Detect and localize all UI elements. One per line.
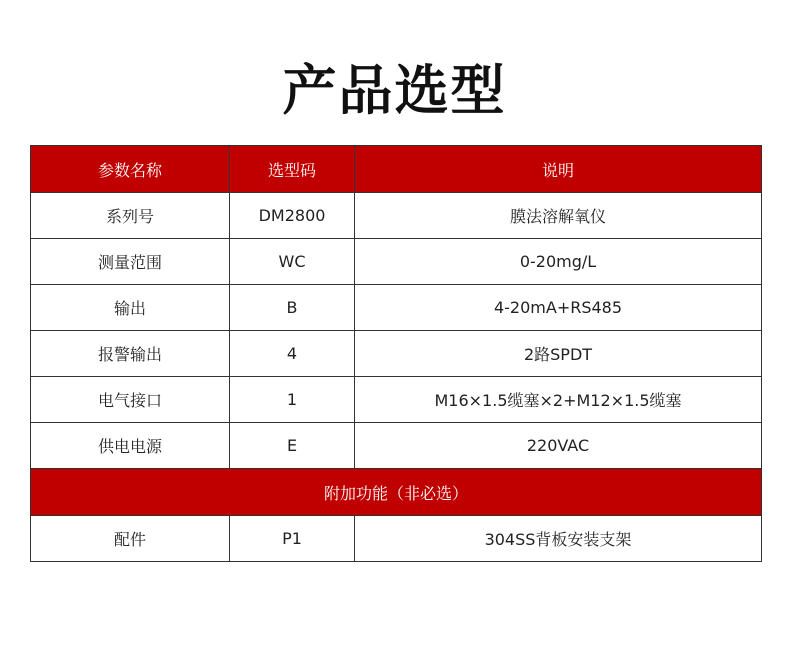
param-name-cell: 电气接口 <box>31 377 230 423</box>
table-row <box>31 516 762 562</box>
description-cell: 4-20mA+RS485 <box>355 285 762 331</box>
param-name-cell: 报警输出 <box>31 331 230 377</box>
description-cell: 0-20mg/L <box>355 239 762 285</box>
table-row <box>31 193 762 239</box>
section-row <box>31 469 762 516</box>
table-row <box>31 377 762 423</box>
selection-code-cell: E <box>230 423 355 469</box>
table-row <box>31 423 762 469</box>
param-name-cell: 测量范围 <box>31 239 230 285</box>
selection-code-cell: P1 <box>230 516 355 562</box>
param-name-cell: 供电电源 <box>31 423 230 469</box>
description-cell: 膜法溶解氧仪 <box>355 193 762 239</box>
header-description: 说明 <box>355 146 762 193</box>
selection-code-cell: 4 <box>230 331 355 377</box>
table-row <box>31 331 762 377</box>
table-row <box>31 285 762 331</box>
selection-code-cell: DM2800 <box>230 193 355 239</box>
optional-features-section-label: 附加功能（非必选） <box>31 469 762 516</box>
page-title: 产品选型 <box>282 59 507 122</box>
param-name-cell: 系列号 <box>31 193 230 239</box>
header-param-name: 参数名称 <box>31 146 230 193</box>
header-selection-code: 选型码 <box>230 146 355 193</box>
description-cell: M16×1.5缆塞×2+M12×1.5缆塞 <box>355 377 762 423</box>
description-cell: 304SS背板安装支架 <box>355 516 762 562</box>
product-selection-table <box>30 145 762 562</box>
selection-code-cell: B <box>230 285 355 331</box>
param-name-cell: 配件 <box>31 516 230 562</box>
table-header-row <box>31 146 762 193</box>
selection-code-cell: WC <box>230 239 355 285</box>
param-name-cell: 输出 <box>31 285 230 331</box>
description-cell: 2路SPDT <box>355 331 762 377</box>
description-cell: 220VAC <box>355 423 762 469</box>
table-row <box>31 239 762 285</box>
selection-code-cell: 1 <box>230 377 355 423</box>
